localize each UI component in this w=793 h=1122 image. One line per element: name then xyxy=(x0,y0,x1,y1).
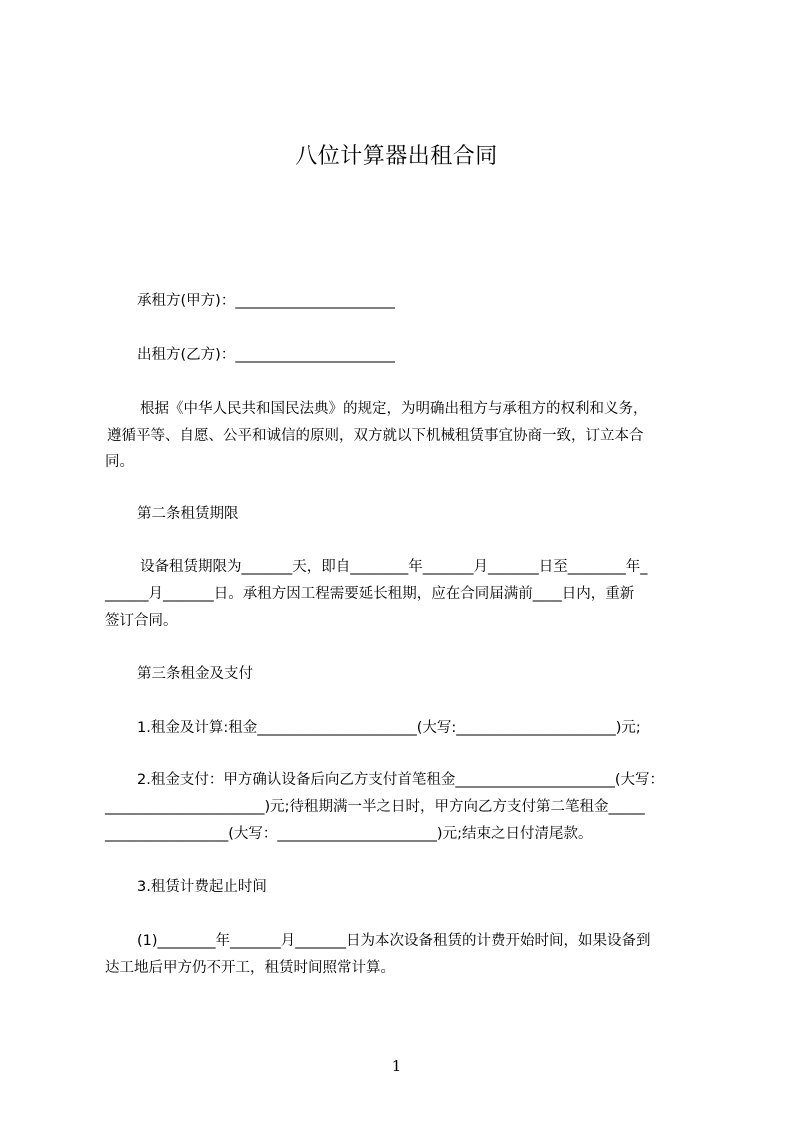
intro-line-1: 根据《中华人民共和国民法典》的规定，为明确出租方与承租方的权利和义务， xyxy=(140,401,648,417)
document-title: 八位计算器出租合同 xyxy=(295,144,498,169)
article3-item2-line-3: _________________(大写：______________________)元;结束之日付清尾款。 xyxy=(105,826,593,842)
intro-line-2: 遵循平等、自愿、公平和诚信的原则，双方就以下机械租赁事宜协商一致，订立本合 xyxy=(107,428,644,444)
article2-line-2: ______月_______日。承租方因工程需要延长租期，应在合同届满前____日内，重新 xyxy=(105,586,635,602)
article3-heading: 第三条租金及支付 xyxy=(137,666,253,682)
party-b-line: 出租方(乙方)：______________________ xyxy=(137,347,395,363)
party-a-line: 承租方(甲方)：______________________ xyxy=(137,293,395,309)
article2-line-1: 设备租赁期限为_______天，即自________年_______月_______日至________年_ xyxy=(140,559,648,575)
intro-line-3: 同。 xyxy=(105,454,134,470)
article3-item3-line-2: 达工地后甲方仍不开工，租赁时间照常计算。 xyxy=(105,960,395,976)
article3-item2-line-1: 2.租金支付：甲方确认设备后向乙方支付首笔租金______________________(大写： xyxy=(137,772,664,788)
article2-heading: 第二条租赁期限 xyxy=(137,506,239,522)
article2-line-3: 签订合同。 xyxy=(105,613,178,629)
article3-item3-heading: 3.租赁计费起止时间 xyxy=(137,879,267,895)
page-number: 1 xyxy=(391,1057,402,1075)
article3-item2-line-2: ______________________)元;待租期满一半之日时，甲方向乙方支付第二笔租金_____ xyxy=(105,799,645,815)
article3-item3-line-1: (1)________年_______月_______日为本次设备租赁的计费开始时间，如果设备到 xyxy=(137,933,651,949)
article3-item1: 1.租金及计算:租金______________________(大写:______________________)元; xyxy=(137,720,641,736)
